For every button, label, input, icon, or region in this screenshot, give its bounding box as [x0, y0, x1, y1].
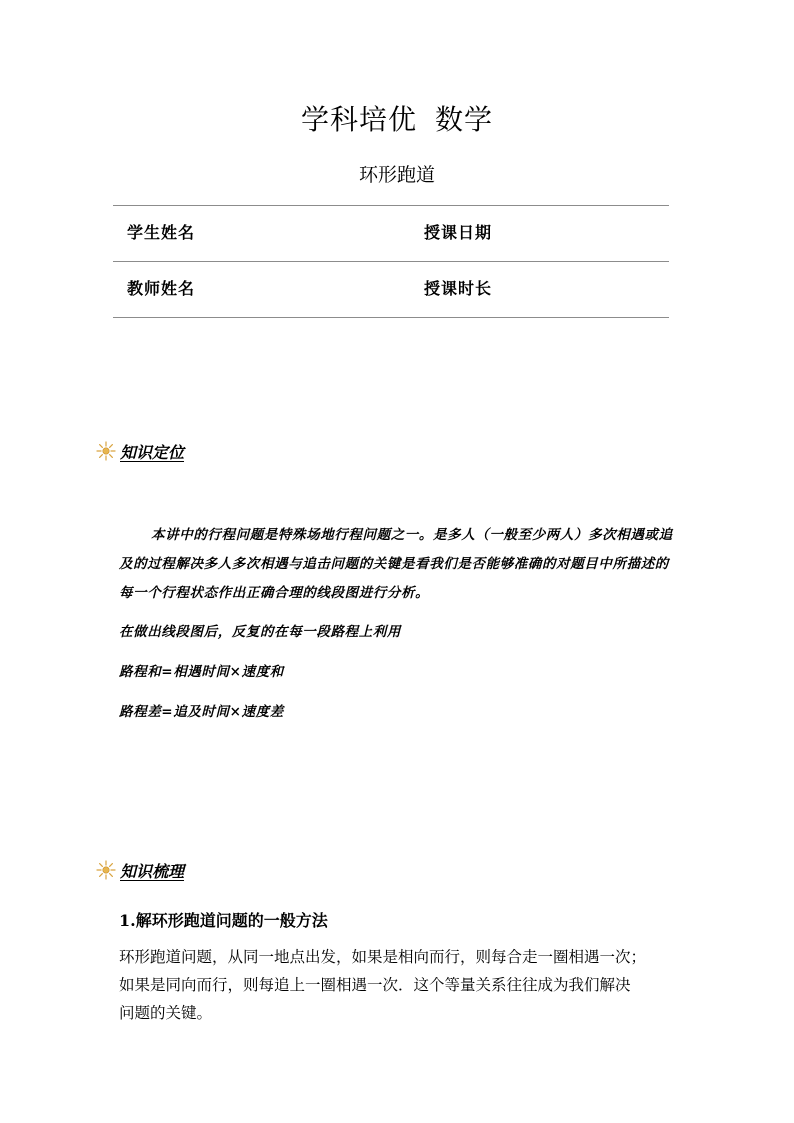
- method-line-1: 在做出线段图后，反复的在每一段路程上利用: [119, 624, 401, 640]
- lesson-duration-label: 授课时长: [424, 279, 493, 298]
- method-text-line: 如果是同向而行，则每追上一圈相遇一次．这个等量关系往往成为我们解决: [119, 976, 631, 994]
- formula-sum: 路程和=相遇时间×速度和: [119, 664, 284, 680]
- method-text-line: 问题的关键。: [119, 1004, 213, 1022]
- method-heading: 1.解环形跑道问题的一般方法: [119, 911, 328, 930]
- section-title-positioning: 知识定位: [120, 442, 185, 462]
- info-row-teacher: [113, 262, 669, 318]
- section-knowledge-review: [96, 858, 184, 882]
- method-text: [119, 943, 659, 1027]
- section-title-review: 知识梳理: [120, 861, 185, 881]
- section-knowledge-positioning: [96, 439, 184, 463]
- intro-paragraph: 本讲中的行程问题是特殊场地行程问题之一。是多人（一般至少两人）多次相遇或追及的过程解决多人多次相遇与追击问题的关键是看我们是否能够准确的对题目中所描述的每一个行程状态作出正确合理的线段图进行分析。: [119, 527, 673, 601]
- document-title: 学科培优 数学: [301, 103, 493, 136]
- teacher-name-label: 教师姓名: [127, 279, 196, 298]
- info-row-student: [113, 206, 669, 262]
- formula-difference: 路程差=追及时间×速度差: [119, 704, 284, 720]
- info-table: [113, 205, 669, 318]
- lesson-date-label: 授课日期: [424, 223, 493, 242]
- student-name-label: 学生姓名: [127, 223, 196, 242]
- sun-icon: [96, 860, 116, 880]
- document-subtitle: 环形跑道: [358, 164, 435, 186]
- method-text-line: 环形跑道问题，从同一地点出发，如果是相向而行，则每合走一圈相遇一次；: [119, 948, 647, 966]
- sun-icon: [96, 441, 116, 461]
